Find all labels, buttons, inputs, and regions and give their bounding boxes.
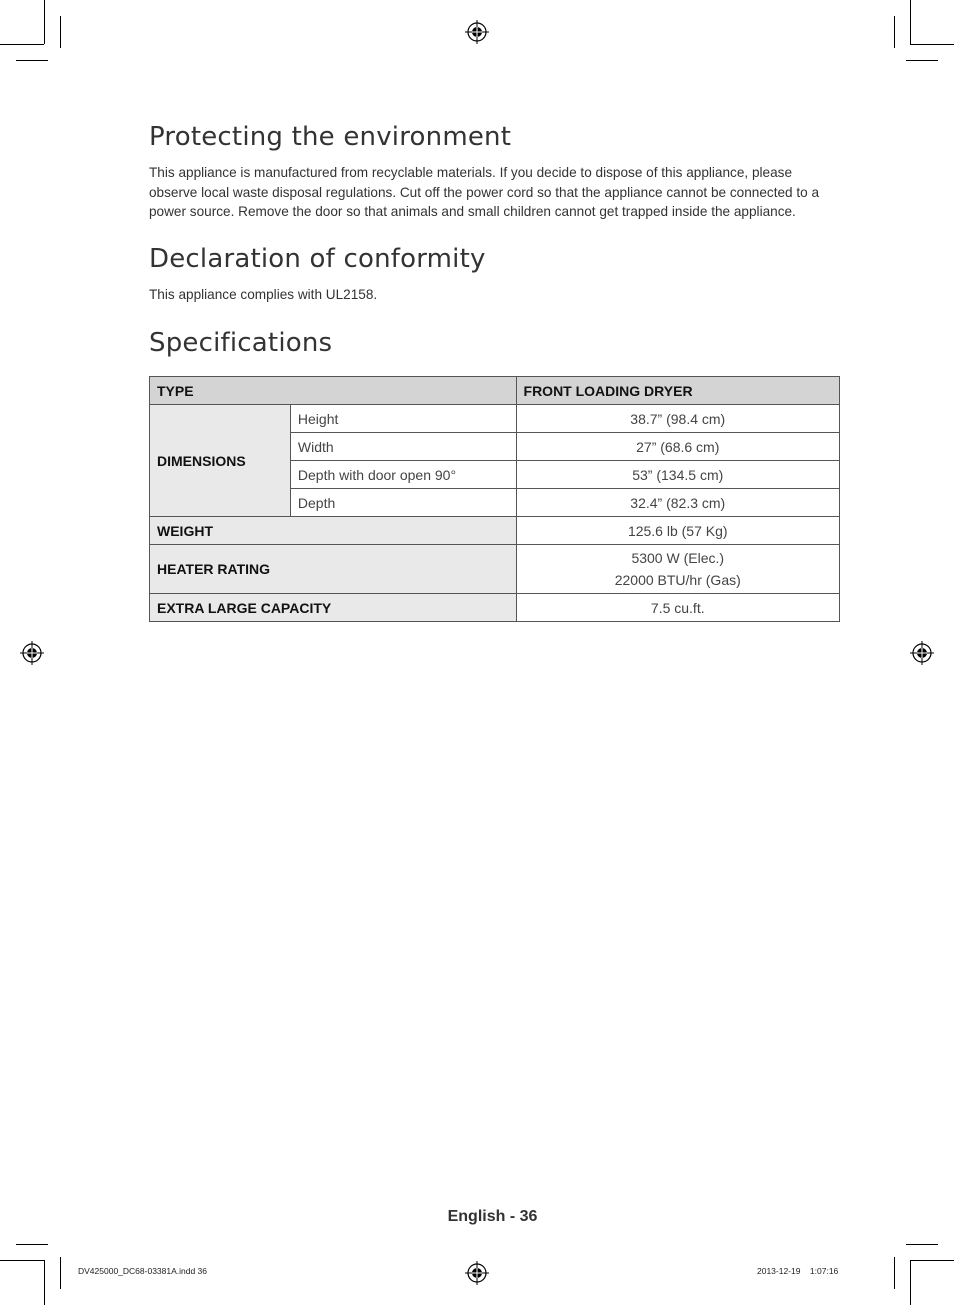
crop-mark — [910, 1260, 954, 1261]
registration-mark-icon — [465, 1261, 489, 1285]
heater-rating-gas: 22000 BTU/hr (Gas) — [614, 572, 741, 588]
table-row — [150, 377, 840, 405]
capacity-label: EXTRA LARGE CAPACITY — [150, 594, 517, 622]
crop-mark — [60, 16, 61, 48]
page-number: English - 36 — [447, 1208, 538, 1225]
section-title-specifications: Specifications — [149, 328, 333, 358]
section-body-environment: This appliance is manufactured from recyclable materials. If you decide to dispose of this appliance, please observe local waste disposal regulations. Cut off the power cord so that the appliance cannot be connected to a power source. Remove the door so that animals and small children cannot get trapped inside the appliance. — [149, 165, 820, 219]
dimension-name: Width — [290, 433, 516, 461]
section-title-environment: Protecting the environment — [149, 122, 512, 152]
crop-mark — [894, 1257, 895, 1289]
type-label: TYPE — [150, 377, 517, 405]
crop-mark — [44, 0, 45, 44]
crop-mark — [910, 0, 911, 44]
dimensions-label: DIMENSIONS — [150, 405, 291, 517]
dimension-name: Depth with door open 90° — [290, 461, 516, 489]
crop-mark — [0, 1260, 44, 1261]
print-slug-filename: DV425000_DC68-03381A.indd 36 — [78, 1266, 208, 1276]
specifications-table — [149, 376, 840, 622]
dimension-value: 38.7” (98.4 cm) — [516, 405, 839, 433]
crop-mark — [906, 60, 938, 61]
section-body-conformity: This appliance complies with UL2158. — [149, 287, 378, 302]
table-row — [150, 545, 840, 594]
registration-mark-icon — [910, 641, 934, 665]
dimension-name: Depth — [290, 489, 516, 517]
table-row — [150, 594, 840, 622]
crop-mark — [906, 1244, 938, 1245]
dimension-value: 53” (134.5 cm) — [516, 461, 839, 489]
crop-mark — [16, 1244, 48, 1245]
type-value: FRONT LOADING DRYER — [516, 377, 839, 405]
heater-rating-label: HEATER RATING — [150, 545, 517, 594]
crop-mark — [894, 16, 895, 48]
table-row — [150, 405, 840, 433]
registration-mark-icon — [465, 20, 489, 44]
crop-mark — [0, 44, 44, 45]
dimension-name: Height — [290, 405, 516, 433]
weight-value: 125.6 lb (57 Kg) — [516, 517, 839, 545]
dimension-value: 27” (68.6 cm) — [516, 433, 839, 461]
capacity-value: 7.5 cu.ft. — [516, 594, 839, 622]
section-title-conformity: Declaration of conformity — [149, 244, 486, 274]
crop-mark — [910, 44, 954, 45]
dimension-value: 32.4” (82.3 cm) — [516, 489, 839, 517]
crop-mark — [910, 1260, 911, 1305]
heater-rating-value — [516, 545, 839, 594]
crop-mark — [60, 1257, 61, 1289]
heater-rating-elec: 5300 W (Elec.) — [631, 550, 725, 566]
weight-label: WEIGHT — [150, 517, 517, 545]
print-slug-timestamp: 2013-12-19 1:07:16 — [757, 1266, 839, 1276]
crop-mark — [16, 60, 48, 61]
table-row — [150, 517, 840, 545]
crop-mark — [44, 1260, 45, 1305]
registration-mark-icon — [20, 641, 44, 665]
